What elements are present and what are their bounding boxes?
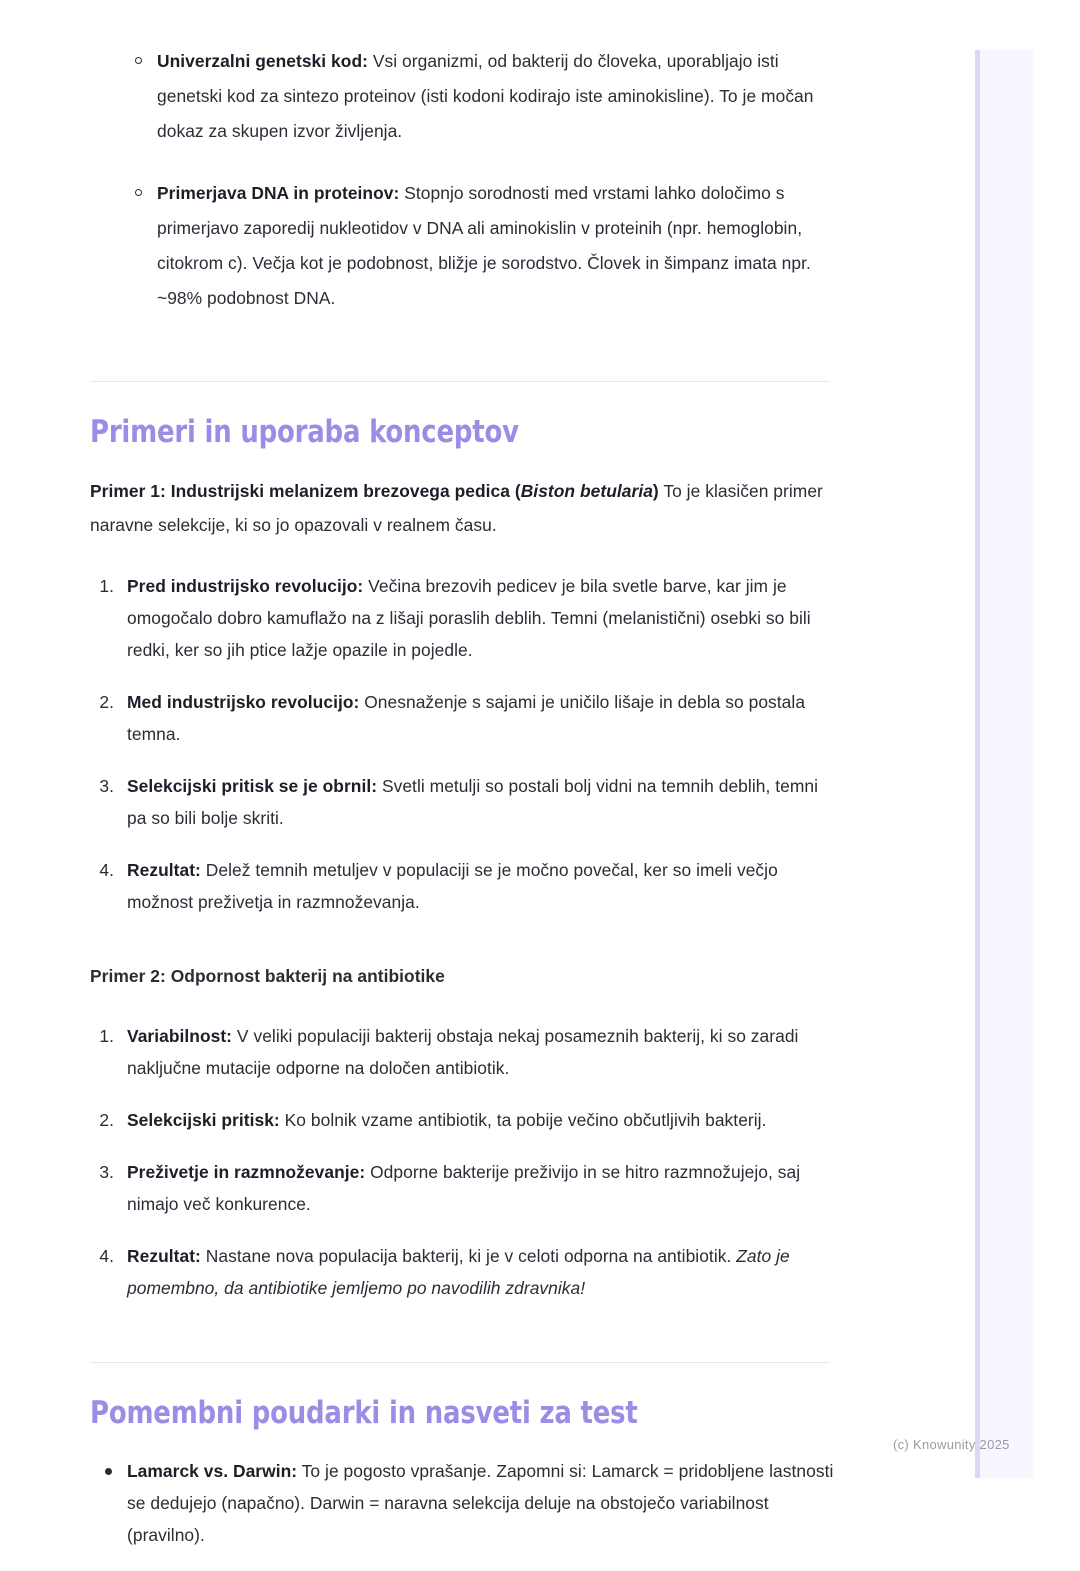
page-edge-panel	[975, 50, 1033, 1478]
list-item	[90, 1455, 835, 1551]
tips-list	[90, 1455, 835, 1551]
list-item-text: Svetli metulji so postali bolj vidni na temnih deblih, temni pa so bili bolje skriti.	[127, 776, 818, 828]
document-content	[90, 0, 835, 1571]
list-item-text: Delež temnih metuljev v populaciji se je močno povečal, ker so imeli večjo možnost preživetja in razmnoževanja.	[127, 860, 778, 912]
list-item	[90, 770, 835, 834]
list-item-emphasis: Zato je pomembno, da antibiotike jemljemo po navodilih zdravnika!	[127, 1246, 790, 1298]
list-item-text: To je pogosto vprašanje. Zapomni si: Lamarck = pridobljene lastnosti se dedujejo (napačno). Darwin = naravna selekcija deluje na obstoječo variabilnost (pravilno).	[127, 1461, 834, 1545]
circle-bullet-icon	[135, 189, 142, 196]
list-item	[90, 570, 835, 666]
list-item-text: Vsi organizmi, od bakterij do človeka, uporabljajo isti genetski kod za sintezo proteinov (isti kodoni kodirajo iste aminokisline). To je močan dokaz za skupen izvor življenja.	[157, 51, 814, 141]
list-item	[90, 854, 835, 918]
example1-title-plain-1: Primer 1: Industrijski melanizem brezovega pedica (	[90, 481, 521, 501]
list-item-term: Variabilnost:	[127, 1026, 233, 1046]
list-item-text: Stopnjo sorodnosti med vrstami lahko določimo s primerjavo zaporedij nukleotidov v DNA ali aminokislin v proteinih (npr. hemoglobin, citokrom c). Večja kot je podobnost, bližje je sorodstvo. Človek in šimpanz imata npr. ~98% podobnost DNA.	[157, 183, 811, 308]
list-item-term: Univerzalni genetski kod:	[157, 51, 368, 71]
list-number	[90, 1020, 114, 1052]
example1-steps-list	[90, 570, 835, 918]
list-item-term: Lamarck vs. Darwin:	[127, 1461, 298, 1481]
list-item	[90, 1156, 835, 1220]
list-item	[90, 1240, 835, 1304]
list-item-term: Preživetje in razmnoževanje:	[127, 1162, 366, 1182]
watermark: (c) Knowunity 2025	[893, 1437, 1010, 1452]
example1-title-italic: Biston betularia	[520, 481, 653, 501]
disc-bullet-icon	[105, 1468, 112, 1475]
list-number	[90, 570, 114, 602]
list-item	[90, 1104, 835, 1136]
example1-intro: To je klasičen primer naravne selekcije, ki so jo opazovali v realnem času.	[90, 481, 823, 535]
list-item-text: Ko bolnik vzame antibiotik, ta pobije večino občutljivih bakterij.	[279, 1110, 767, 1130]
list-item	[90, 686, 835, 750]
list-item-text: Odporne bakterije preživijo in se hitro razmnožujejo, saj nimajo več konkurence.	[127, 1162, 801, 1214]
evidence-list	[90, 44, 835, 316]
section-heading-tips: Pomembni poudarki in nasveti za test	[90, 1395, 638, 1431]
list-number	[90, 1240, 114, 1272]
list-number	[90, 854, 114, 886]
list-item	[90, 44, 835, 149]
list-item-text: Večina brezovih pedicev je bila svetle barve, kar jim je omogočalo dobro kamuflažo na z lišaji poraslih deblih. Temni (melanistični) osebki so bili redki, ker so jih ptice lažje opazile in pojedle.	[127, 576, 811, 660]
list-item-term: Selekcijski pritisk:	[127, 1110, 280, 1130]
list-number	[90, 770, 114, 802]
list-item-term: Selekcijski pritisk se je obrnil:	[127, 776, 378, 796]
list-item	[90, 1020, 835, 1084]
list-item-term: Med industrijsko revolucijo:	[127, 692, 360, 712]
list-number	[90, 686, 114, 718]
circle-bullet-icon	[135, 57, 142, 64]
example1-title-paragraph	[90, 474, 835, 542]
list-item	[90, 176, 835, 316]
list-item-term: Rezultat:	[127, 1246, 201, 1266]
list-item-term: Primerjava DNA in proteinov:	[157, 183, 400, 203]
list-item-term: Pred industrijsko revolucijo:	[127, 576, 364, 596]
list-item-term: Rezultat:	[127, 860, 201, 880]
section-heading-examples: Primeri in uporaba konceptov	[90, 414, 519, 450]
list-item-text: Nastane nova populacija bakterij, ki je v celoti odporna na antibiotik.	[200, 1246, 737, 1266]
list-item-text: V veliki populaciji bakterij obstaja nekaj posameznih bakterij, ki so zaradi naključne mutacije odporne na določen antibiotik.	[127, 1026, 799, 1078]
example2-steps-list	[90, 1020, 835, 1304]
example2-title: Primer 2: Odpornost bakterij na antibiotike	[90, 966, 445, 986]
example1-title-plain-2: )	[652, 481, 659, 501]
list-number	[90, 1104, 114, 1136]
list-item-text: Onesnaženje s sajami je uničilo lišaje in debla so postala temna.	[127, 692, 806, 744]
list-number	[90, 1156, 114, 1188]
